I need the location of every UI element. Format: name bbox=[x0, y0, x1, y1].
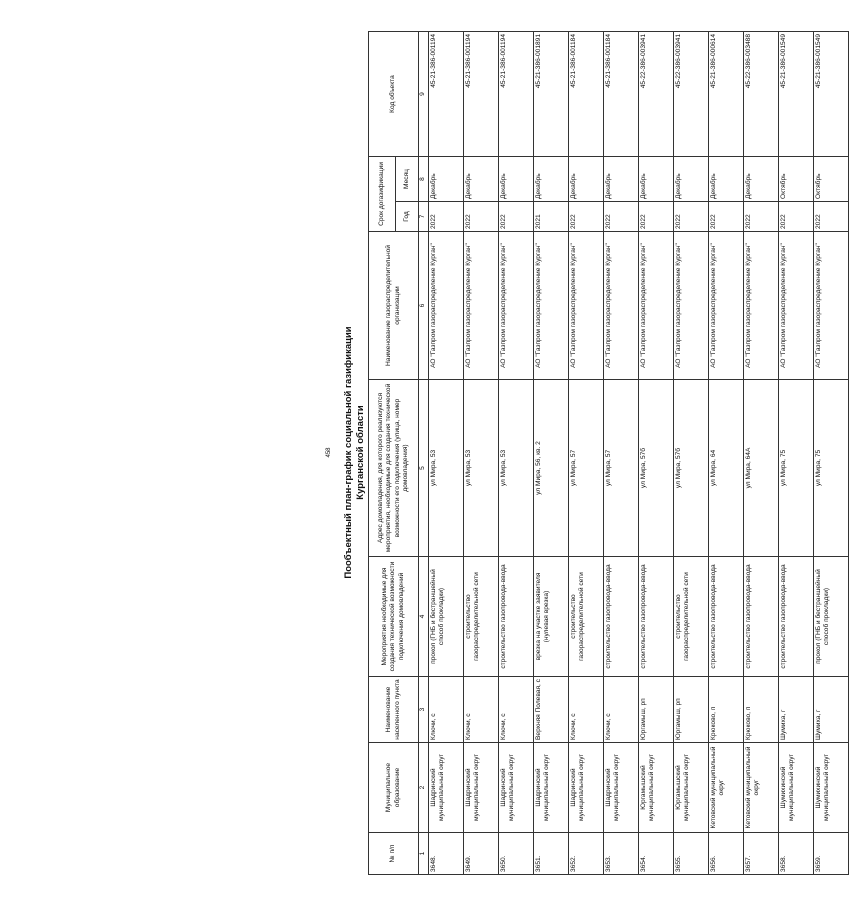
cell-month: Октябрь bbox=[814, 157, 849, 202]
document-title bbox=[343, 0, 367, 905]
cell-year: 2022 bbox=[429, 202, 464, 232]
cell-code: 45-22-386-003941 bbox=[674, 32, 709, 157]
cell-code: 45-21-386-001194 bbox=[429, 32, 464, 157]
cell-municipality: Шадринский муниципальный округ bbox=[569, 743, 604, 833]
cell-num: 3649. bbox=[464, 833, 499, 875]
table-row bbox=[709, 32, 744, 875]
cell-municipality: Шумихинский муниципальный округ bbox=[814, 743, 849, 833]
cell-month: Декабрь bbox=[429, 157, 464, 202]
column-index: 5 bbox=[419, 380, 429, 557]
cell-year: 2022 bbox=[569, 202, 604, 232]
cell-num: 3648. bbox=[429, 833, 464, 875]
column-index: 7 bbox=[419, 202, 429, 232]
cell-code: 45-21-386-001184 bbox=[569, 32, 604, 157]
cell-municipality: Кетовский муниципальный округ bbox=[744, 743, 779, 833]
cell-year: 2022 bbox=[499, 202, 534, 232]
cell-num: 3659. bbox=[814, 833, 849, 875]
cell-measures: прокол (ГНБ и бестраншейный способ прокладки) bbox=[814, 557, 849, 677]
cell-year: 2022 bbox=[674, 202, 709, 232]
header-municipality: Муниципальное образование bbox=[369, 743, 419, 833]
cell-municipality: Шадринский муниципальный округ bbox=[499, 743, 534, 833]
cell-year: 2022 bbox=[744, 202, 779, 232]
column-index: 3 bbox=[419, 677, 429, 743]
cell-address: ул Мира, 57 bbox=[569, 380, 604, 557]
cell-measures: строительство газопровода-ввода bbox=[709, 557, 744, 677]
cell-address: ул Мира, 53 bbox=[499, 380, 534, 557]
cell-organization: АО "Газпром газораспределение Курган" bbox=[779, 232, 814, 380]
header-address: Адрес домовладения, для которого реализуются мероприятия, необходимые для создания технической возможности его подключения (улица, номер домовладения) bbox=[369, 380, 419, 557]
header-month: Месяц bbox=[396, 157, 419, 202]
cell-address: ул Мира, 53 bbox=[464, 380, 499, 557]
cell-month: Декабрь bbox=[569, 157, 604, 202]
cell-num: 3653. bbox=[604, 833, 639, 875]
cell-address: ул Мира, 56, кв. 2 bbox=[534, 380, 569, 557]
column-index: 4 bbox=[419, 557, 429, 677]
cell-address: ул Мира, 57б bbox=[639, 380, 674, 557]
cell-municipality: Шадринский муниципальный округ bbox=[464, 743, 499, 833]
cell-year: 2021 bbox=[534, 202, 569, 232]
cell-municipality: Шадринский муниципальный округ bbox=[429, 743, 464, 833]
cell-measures: строительство газопровода-ввода bbox=[744, 557, 779, 677]
cell-address: ул Мира, 64 bbox=[709, 380, 744, 557]
cell-municipality: Юргамышский муниципальный округ bbox=[639, 743, 674, 833]
cell-num: 3651. bbox=[534, 833, 569, 875]
header-measures: Мероприятия необходимые для создания технической возможности подключения домовладений bbox=[369, 557, 419, 677]
cell-measures: строительство газопровода-ввода bbox=[499, 557, 534, 677]
cell-settlement: Ключи, с bbox=[429, 677, 464, 743]
cell-month: Декабрь bbox=[499, 157, 534, 202]
cell-month: Декабрь bbox=[464, 157, 499, 202]
cell-measures: строительство газопровода-ввода bbox=[639, 557, 674, 677]
cell-code: 45-21-386-001549 bbox=[814, 32, 849, 157]
cell-address: ул Мира, 75 bbox=[779, 380, 814, 557]
cell-num: 3658. bbox=[779, 833, 814, 875]
cell-num: 3652. bbox=[569, 833, 604, 875]
cell-organization: АО "Газпром газораспределение Курган" bbox=[709, 232, 744, 380]
header-settlement: Наименование населенного пункта bbox=[369, 677, 419, 743]
cell-address: ул Мира, 53 bbox=[429, 380, 464, 557]
cell-settlement: Ключи, с bbox=[499, 677, 534, 743]
cell-code: 45-22-386-003488 bbox=[744, 32, 779, 157]
cell-year: 2022 bbox=[639, 202, 674, 232]
table-row bbox=[779, 32, 814, 875]
gasification-table bbox=[368, 31, 849, 875]
table-row bbox=[604, 32, 639, 875]
cell-month: Декабрь bbox=[639, 157, 674, 202]
cell-address: ул Мира, 57 bbox=[604, 380, 639, 557]
cell-measures: строительство газопровода-ввода bbox=[779, 557, 814, 677]
header-row bbox=[369, 32, 396, 875]
cell-settlement: Ключи, с bbox=[604, 677, 639, 743]
cell-settlement: Ключи, с bbox=[464, 677, 499, 743]
cell-num: 3650. bbox=[499, 833, 534, 875]
cell-settlement: Крюково, п bbox=[744, 677, 779, 743]
cell-municipality: Кетовский муниципальный округ bbox=[709, 743, 744, 833]
table-row bbox=[814, 32, 849, 875]
column-index: 8 bbox=[419, 157, 429, 202]
cell-code: 45-22-386-003941 bbox=[639, 32, 674, 157]
cell-address: ул Мира, 57б bbox=[674, 380, 709, 557]
cell-code: 45-21-386-001184 bbox=[604, 32, 639, 157]
cell-address: ул Мира, 75 bbox=[814, 380, 849, 557]
cell-measures: строительство газораспределительной сети bbox=[464, 557, 499, 677]
cell-year: 2022 bbox=[604, 202, 639, 232]
header-year: Год bbox=[396, 202, 419, 232]
cell-month: Декабрь bbox=[674, 157, 709, 202]
cell-municipality: Шумихинский муниципальный округ bbox=[779, 743, 814, 833]
cell-settlement: Юргамыш, рп bbox=[639, 677, 674, 743]
cell-municipality: Шадринский муниципальный округ bbox=[534, 743, 569, 833]
cell-municipality: Юргамышский муниципальный округ bbox=[674, 743, 709, 833]
table-row bbox=[639, 32, 674, 875]
table-row bbox=[744, 32, 779, 875]
cell-organization: АО "Газпром газораспределение Курган" bbox=[639, 232, 674, 380]
page-number: 458 bbox=[326, 447, 332, 458]
cell-settlement: Шумиха, г bbox=[814, 677, 849, 743]
cell-settlement: Крюково, п bbox=[709, 677, 744, 743]
cell-organization: АО "Газпром газораспределение Курган" bbox=[674, 232, 709, 380]
cell-year: 2022 bbox=[779, 202, 814, 232]
cell-measures: строительство газораспределительной сети bbox=[674, 557, 709, 677]
cell-num: 3656. bbox=[709, 833, 744, 875]
cell-num: 3655. bbox=[674, 833, 709, 875]
cell-municipality: Шадринский муниципальный округ bbox=[604, 743, 639, 833]
cell-month: Декабрь bbox=[744, 157, 779, 202]
cell-code: 45-21-386-001194 bbox=[499, 32, 534, 157]
cell-num: 3657. bbox=[744, 833, 779, 875]
column-index: 1 bbox=[419, 833, 429, 875]
cell-address: ул Мира, 64А bbox=[744, 380, 779, 557]
column-index: 2 bbox=[419, 743, 429, 833]
cell-organization: АО "Газпром газораспределение Курган" bbox=[569, 232, 604, 380]
table-row bbox=[429, 32, 464, 875]
cell-num: 3654. bbox=[639, 833, 674, 875]
cell-organization: АО "Газпром газораспределение Курган" bbox=[499, 232, 534, 380]
cell-settlement: Шумиха, г bbox=[779, 677, 814, 743]
cell-month: Декабрь bbox=[709, 157, 744, 202]
table-row bbox=[569, 32, 604, 875]
cell-measures: строительство газораспределительной сети bbox=[569, 557, 604, 677]
header-code: Код объекта bbox=[369, 32, 419, 157]
cell-measures: прокол (ГНБ и бестраншейный способ прокладки) bbox=[429, 557, 464, 677]
cell-year: 2022 bbox=[814, 202, 849, 232]
title-line-2: Курганской области bbox=[355, 405, 366, 500]
table-row bbox=[534, 32, 569, 875]
cell-year: 2022 bbox=[464, 202, 499, 232]
cell-organization: АО "Газпром газораспределение Курган" bbox=[744, 232, 779, 380]
column-index: 6 bbox=[419, 232, 429, 380]
header-organization: Наименование газораспределительной организации bbox=[369, 232, 419, 380]
cell-measures: строительство газопровода-ввода bbox=[604, 557, 639, 677]
cell-month: Октябрь bbox=[779, 157, 814, 202]
header-deadline: Срок догазификации bbox=[369, 157, 396, 232]
cell-code: 45-21-386-000614 bbox=[709, 32, 744, 157]
cell-month: Декабрь bbox=[534, 157, 569, 202]
cell-code: 45-21-386-001891 bbox=[534, 32, 569, 157]
cell-month: Декабрь bbox=[604, 157, 639, 202]
column-index-row bbox=[419, 32, 429, 875]
cell-organization: АО "Газпром газораспределение Курган" bbox=[464, 232, 499, 380]
cell-organization: АО "Газпром газораспределение Курган" bbox=[534, 232, 569, 380]
cell-year: 2022 bbox=[709, 202, 744, 232]
cell-code: 45-21-386-001194 bbox=[464, 32, 499, 157]
column-index: 9 bbox=[419, 32, 429, 157]
cell-settlement: Юргамыш, рп bbox=[674, 677, 709, 743]
cell-settlement: Ключи, с bbox=[569, 677, 604, 743]
cell-code: 45-21-386-001549 bbox=[779, 32, 814, 157]
table-row bbox=[674, 32, 709, 875]
title-line-1: Пообъектный план-график социальной газификации bbox=[343, 326, 354, 579]
cell-settlement: Верхняя Полевая, с bbox=[534, 677, 569, 743]
cell-organization: АО "Газпром газораспределение Курган" bbox=[604, 232, 639, 380]
header-num: № п/п bbox=[369, 833, 419, 875]
table-row bbox=[499, 32, 534, 875]
cell-organization: АО "Газпром газораспределение Курган" bbox=[814, 232, 849, 380]
table-row bbox=[464, 32, 499, 875]
cell-organization: АО "Газпром газораспределение Курган" bbox=[429, 232, 464, 380]
cell-measures: врезка на участке заявителя (нулевая врезка) bbox=[534, 557, 569, 677]
